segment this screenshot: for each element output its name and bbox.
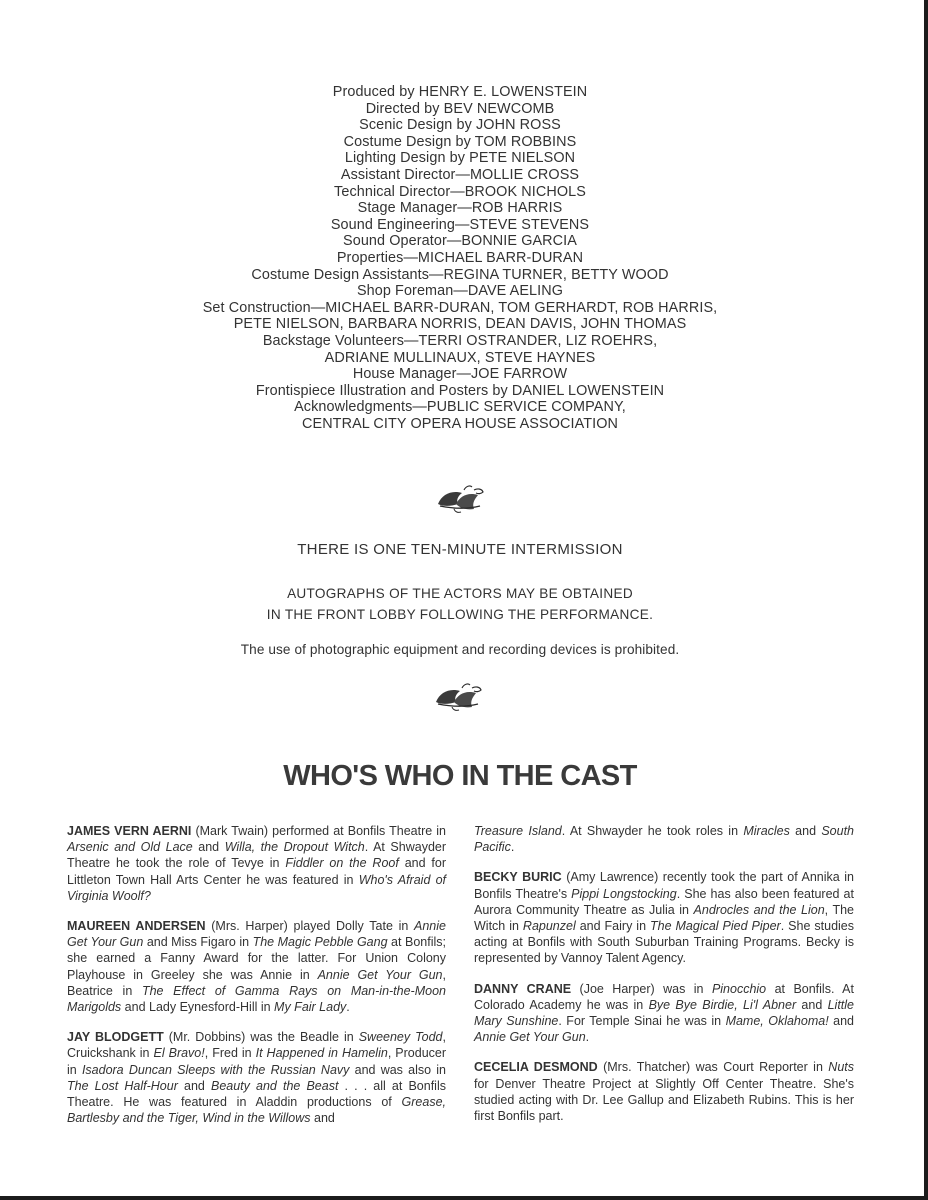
cast-bio-continued: Treasure Island. At Shwayder he took roles in Miracles and South Pacific.: [474, 824, 855, 855]
credit-line: Sound Engineering—STEVE STEVENS: [330, 216, 590, 233]
credit-line: Backstage Volunteers—TERRI OSTRANDER, LIZ ROEHRS,: [262, 332, 658, 349]
credit-line: Shop Foreman—DAVE AELING: [356, 283, 564, 300]
leaf-ornament-icon: [434, 482, 486, 516]
leaf-ornament-icon: [432, 680, 484, 714]
credit-line: ADRIANE MULLINAUX, STEVE HAYNES: [324, 349, 596, 366]
credit-line: Technical Director—BROOK NICHOLS: [334, 183, 586, 200]
credit-line: Set Construction—MICHAEL BARR-DURAN, TOM GERHARDT, ROB HARRIS,: [202, 299, 718, 316]
page-edge-right: [924, 0, 928, 1200]
credit-line: CENTRAL CITY OPERA HOUSE ASSOCIATION: [302, 415, 618, 432]
cast-column-right: [474, 823, 854, 1138]
cast-bio: JAMES VERN AERNI (Mark Twain) performed at Bonfils Theatre in Arsenic and Old Lace and Willa, the Dropout Witch. At Shwayder Theatre he took the role of Tevye in Fiddler on the Roof and for Littleton Town Hall Arts Center he was featured in Who's Afraid of Virginia Woolf?: [67, 824, 447, 903]
intermission-notice: THERE IS ONE TEN-MINUTE INTERMISSION: [297, 541, 623, 558]
credit-line: Stage Manager—ROB HARRIS: [357, 200, 563, 217]
credit-line: Lighting Design by PETE NIELSON: [344, 150, 576, 167]
cast-bio: JAY BLODGETT (Mr. Dobbins) was the Beadle in Sweeney Todd, Cruickshank in El Bravo!, Fred in It Happened in Hamelin, Producer in Isadora Duncan Sleeps with the Russian Navy and was also in The Lost Half-Hour and Beauty and the Beast . . . all at Bonfils Theatre. He was featured in Aladdin productions of Grease, Bartlesby and the Tiger, Wind in the Willows and: [67, 1030, 447, 1126]
recording-prohibited-notice: The use of photographic equipment and recording devices is prohibited.: [240, 642, 680, 657]
actor-name: DANNY CRANE: [474, 981, 572, 996]
credit-line: Acknowledgments—PUBLIC SERVICE COMPANY,: [294, 399, 626, 416]
actor-name: JAMES VERN AERNI: [67, 824, 192, 838]
credit-line: Scenic Design by JOHN ROSS: [359, 117, 561, 134]
cast-bio: MAUREEN ANDERSEN (Mrs. Harper) played Dolly Tate in Annie Get Your Gun and Miss Figaro in The Magic Pebble Gang at Bonfils; she earned a Fanny Award for the latter. For Union Colony Playhouse in Greeley she was Annie in Annie Get Your Gun, Beatrice in The Effect of Gamma Rays on Man-in-the-Moon Marigolds and Lady Eynesford-Hill in My Fair Lady.: [67, 919, 446, 1015]
autographs-line: AUTOGRAPHS OF THE ACTORS MAY BE OBTAINED: [287, 586, 633, 601]
actor-name: JAY BLODGETT: [67, 1030, 164, 1045]
page-edge-bottom: [0, 1196, 928, 1200]
credit-line: Assistant Director—MOLLIE CROSS: [340, 166, 580, 183]
autographs-notice: [0, 583, 920, 625]
actor-name: BECKY BURIC: [474, 870, 562, 885]
credit-line: Properties—MICHAEL BARR-DURAN: [336, 249, 584, 266]
credit-line: Sound Operator—BONNIE GARCIA: [343, 233, 577, 250]
production-credits: [0, 84, 920, 432]
credit-line: PETE NIELSON, BARBARA NORRIS, DEAN DAVIS, JOHN THOMAS: [233, 316, 687, 333]
cast-section-title: WHO'S WHO IN THE CAST: [283, 760, 637, 792]
cast-bio: DANNY CRANE (Joe Harper) was in Pinocchio at Bonfils. At Colorado Academy he was in Bye Bye Birdie, Li'l Abner and Little Mary Sunshine. For Temple Sinai he was in Mame, Oklahoma! and Annie Get Your Gun.: [474, 981, 854, 1045]
autographs-line: IN THE FRONT LOBBY FOLLOWING THE PERFORMANCE.: [266, 607, 654, 622]
credit-line: House Manager—JOE FARROW: [352, 366, 568, 383]
credit-line: Produced by HENRY E. LOWENSTEIN: [332, 84, 588, 100]
actor-name: CECELIA DESMOND: [474, 1060, 598, 1075]
credit-line: Directed by BEV NEWCOMB: [365, 100, 555, 117]
cast-column-left: [67, 823, 446, 1140]
credit-line: Costume Design Assistants—REGINA TURNER, BETTY WOOD: [251, 266, 669, 283]
cast-bio: CECELIA DESMOND (Mrs. Thatcher) was Court Reporter in Nuts for Denver Theatre Project at Slightly Off Center Theatre. She's studied acting with Dr. Lee Gallup and Elizabeth Rubins. This is her first Bonfils part.: [474, 1060, 854, 1124]
credit-line: Frontispiece Illustration and Posters by DANIEL LOWENSTEIN: [255, 382, 665, 399]
cast-bio: BECKY BURIC (Amy Lawrence) recently took the part of Annika in Bonfils Theatre's Pippi Longstocking. She has also been featured at Aurora Community Theatre as Julia in Androcles and the Lion, The Witch in Rapunzel and Fairy in The Magical Pied Piper. She studies acting at Bonfils with South Suburban Training Programs. Becky is represented by Vannoy Talent Agency.: [474, 870, 854, 966]
credit-line: Costume Design by TOM ROBBINS: [343, 133, 577, 150]
actor-name: MAUREEN ANDERSEN: [67, 919, 206, 934]
